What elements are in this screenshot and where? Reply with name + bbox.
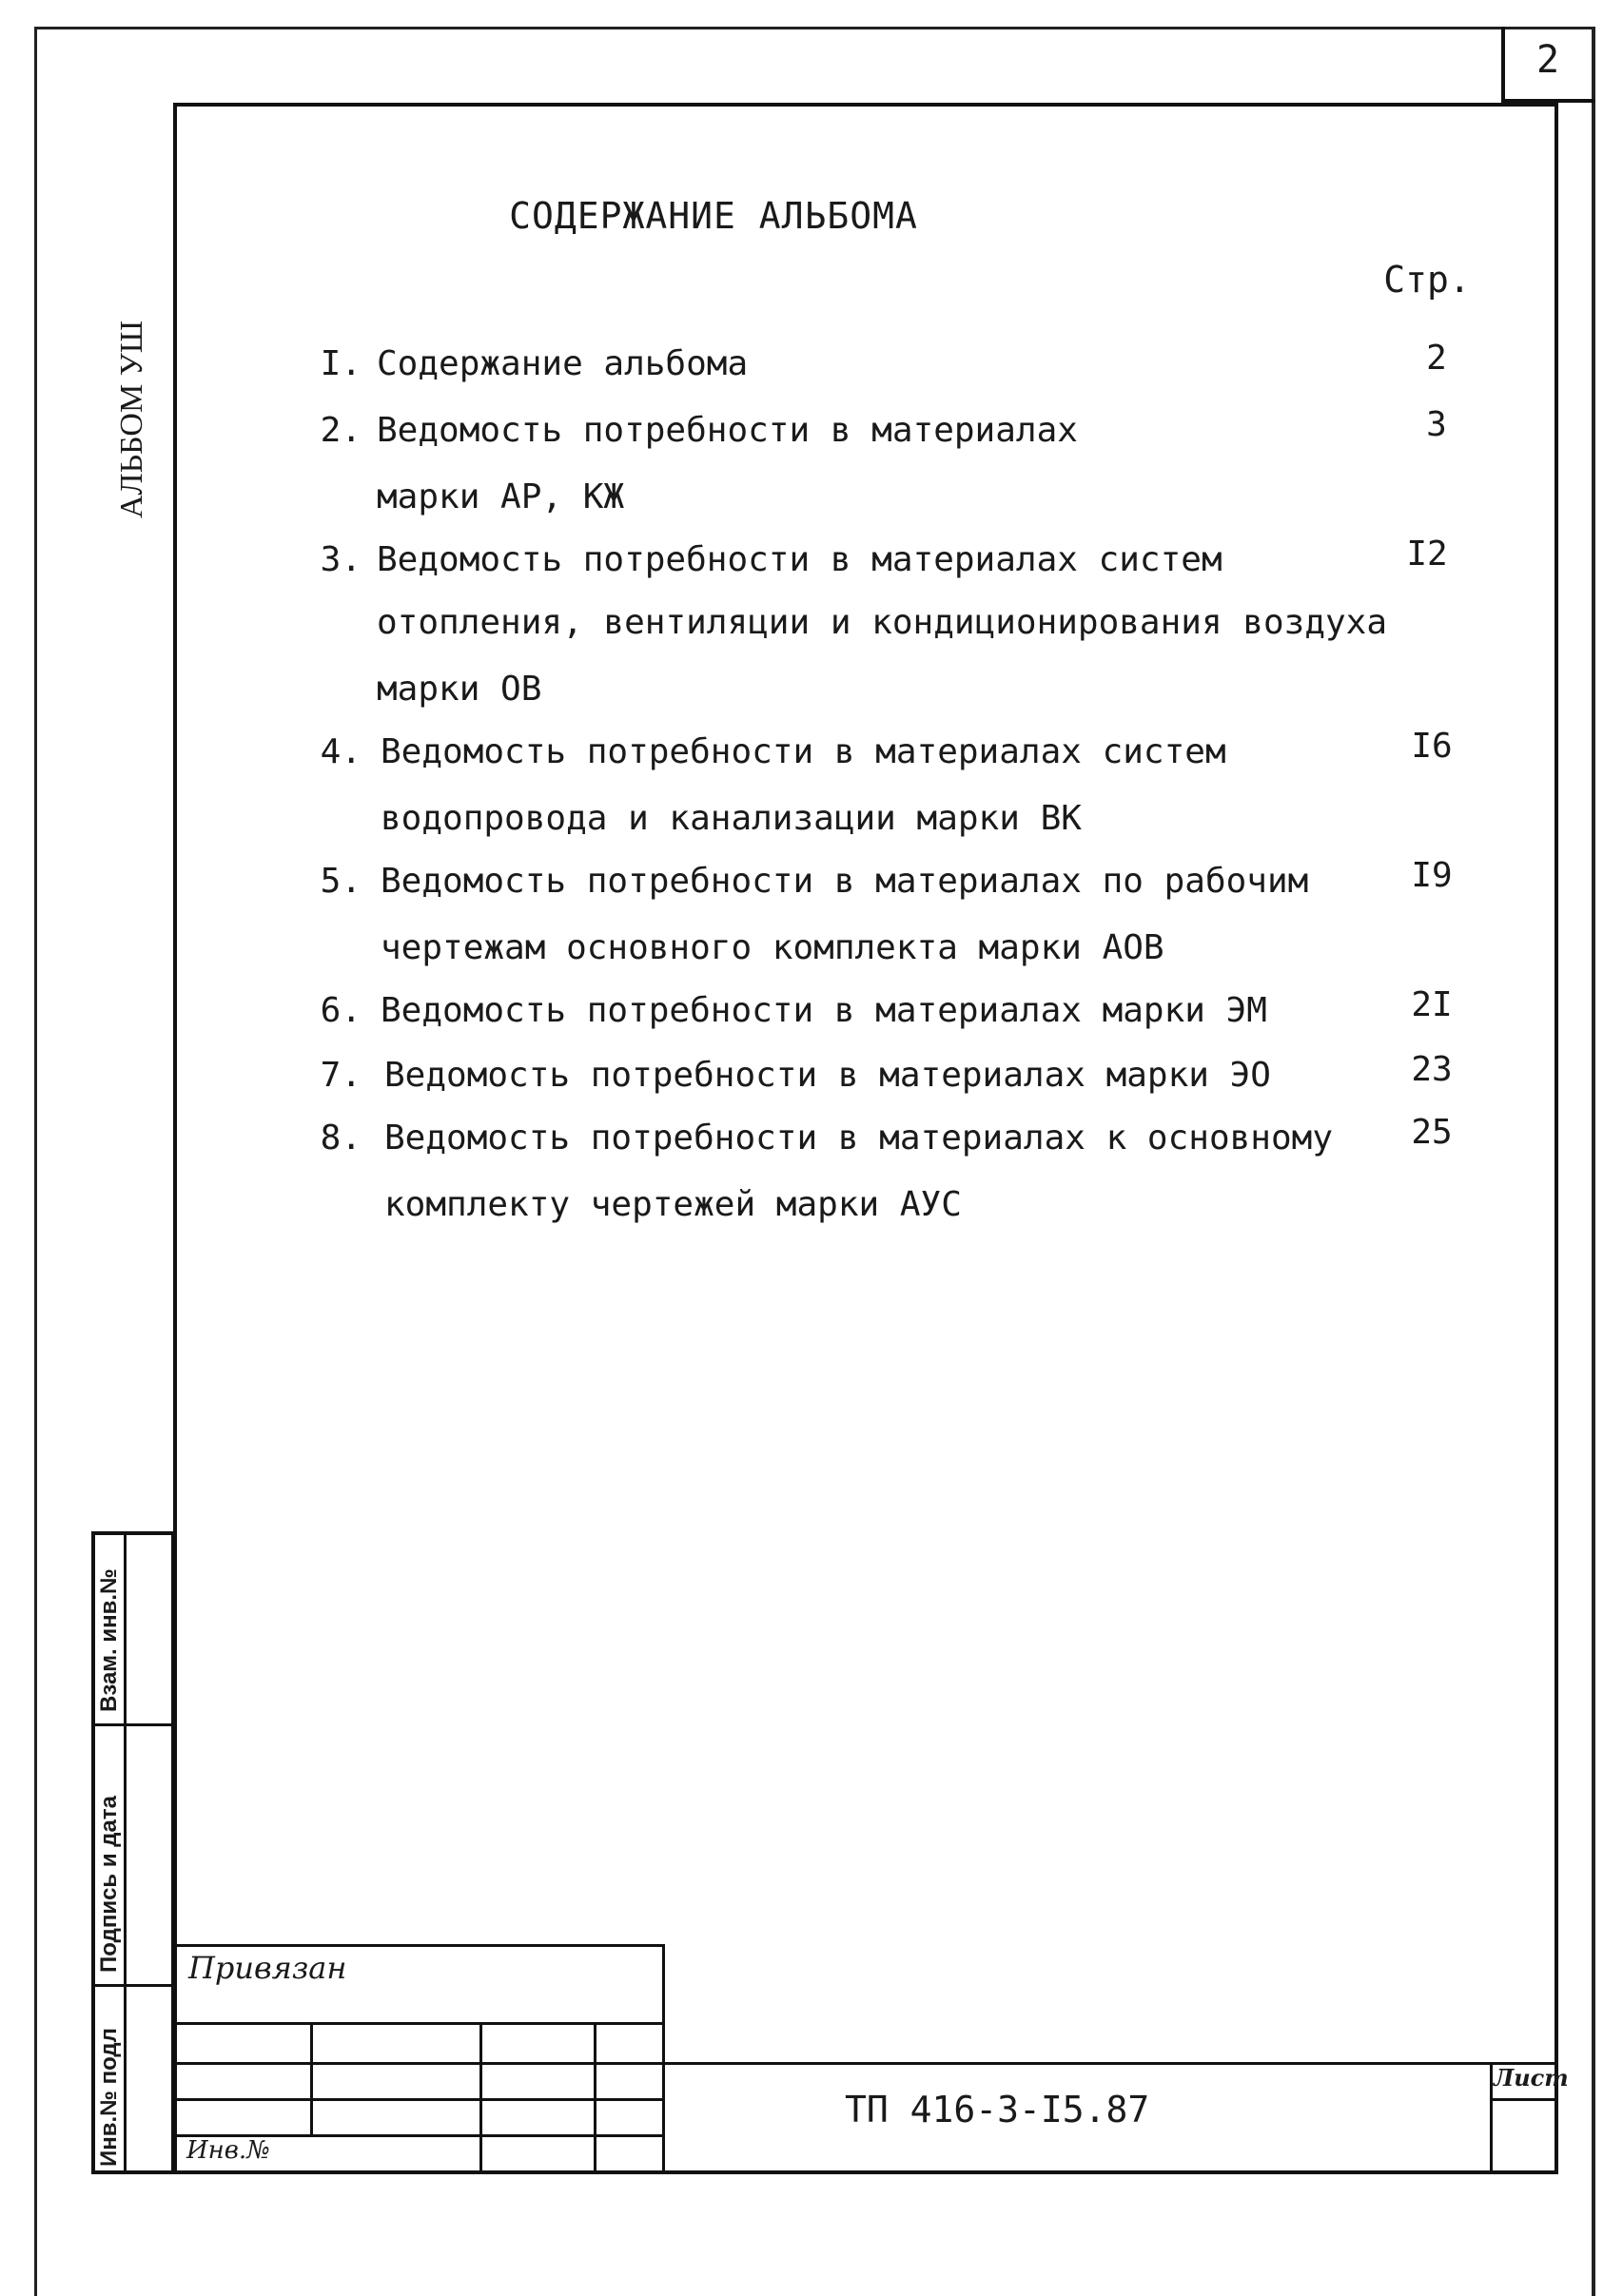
toc-item-text: Ведомость потребности в материалах марки ЭМ	[381, 991, 1267, 1030]
inv-podl-label: Инв.№ подл	[96, 2028, 122, 2167]
signature-date-label: Подпись и дата	[96, 1796, 122, 1973]
stamp-line	[479, 2022, 482, 2174]
toc-item-text: Ведомость потребности в материалах к основному	[384, 1119, 1333, 1158]
side-strip-inner-line	[124, 1531, 127, 2174]
toc-item-number: 2.	[320, 411, 362, 450]
toc-item-page: 2	[1426, 339, 1447, 378]
toc-item-text: марки АР, КЖ	[377, 477, 625, 516]
toc-item-text: Ведомость потребности в материалах систем	[377, 540, 1222, 579]
toc-item-text: комплекту чертежей марки АУС	[384, 1185, 962, 1224]
stamp-line	[177, 2022, 664, 2025]
stamp-line	[177, 2062, 1558, 2065]
toc-item-page: 23	[1411, 1050, 1453, 1089]
vzam-inv-label: Взам. инв.№	[96, 1568, 122, 1712]
toc-item-text: Ведомость потребности в материалах систем	[381, 732, 1226, 771]
right-margin-rule	[1593, 27, 1595, 2296]
side-strip-divider	[91, 1984, 175, 1987]
stamp-line	[177, 1944, 664, 1947]
toc-item-text: чертежам основного комплекта марки АОВ	[381, 928, 1164, 967]
inv-no-label: Инв.№	[186, 2136, 270, 2165]
toc-item-text: марки ОВ	[377, 670, 542, 709]
toc-item-number: 6.	[320, 991, 362, 1030]
toc-item-number: 8.	[320, 1119, 362, 1158]
toc-item-page: I9	[1411, 856, 1453, 895]
toc-item-text: Ведомость потребности в материалах по рабочим	[381, 862, 1309, 901]
toc-item-text: Ведомость потребности в материалах марки ЭО	[384, 1056, 1271, 1095]
toc-item-number: 5.	[320, 862, 362, 901]
toc-item-page: 3	[1426, 405, 1447, 444]
stamp-line	[1490, 2098, 1558, 2101]
album-label: АЛЬБОМ УШ	[114, 320, 149, 518]
toc-item-text: Содержание альбома	[377, 344, 749, 383]
toc-item-page: 2I	[1411, 985, 1453, 1024]
toc-item-number: 3.	[320, 540, 362, 579]
document-code: ТП 416-3-I5.87	[845, 2089, 1150, 2131]
toc-item-number: I.	[320, 344, 362, 383]
page-column-header: Стр.	[1383, 259, 1471, 301]
toc-item-page: I2	[1406, 535, 1448, 574]
privyazan-label: Привязан	[188, 1950, 347, 1986]
toc-item-text: Ведомость потребности в материалах	[377, 411, 1078, 450]
stamp-line	[1490, 2062, 1493, 2174]
toc-item-number: 4.	[320, 732, 362, 771]
stamp-line	[662, 1944, 665, 2174]
stamp-line	[594, 2022, 596, 2174]
toc-item-page: 25	[1411, 1113, 1453, 1152]
stamp-line	[310, 2022, 313, 2136]
toc-item-text: отопления, вентиляции и кондиционирования воздуха	[377, 603, 1388, 642]
toc-item-text: водопровода и канализации марки ВК	[381, 799, 1082, 838]
page-number: 2	[1535, 38, 1560, 82]
stamp-line	[177, 2098, 664, 2101]
side-strip-divider	[91, 1723, 175, 1726]
toc-item-page: I6	[1411, 727, 1453, 766]
sheet-label: Лист	[1494, 2064, 1569, 2092]
toc-item-number: 7.	[320, 1056, 362, 1095]
page-title: СОДЕРЖАНИЕ АЛЬБОМА	[509, 195, 918, 237]
